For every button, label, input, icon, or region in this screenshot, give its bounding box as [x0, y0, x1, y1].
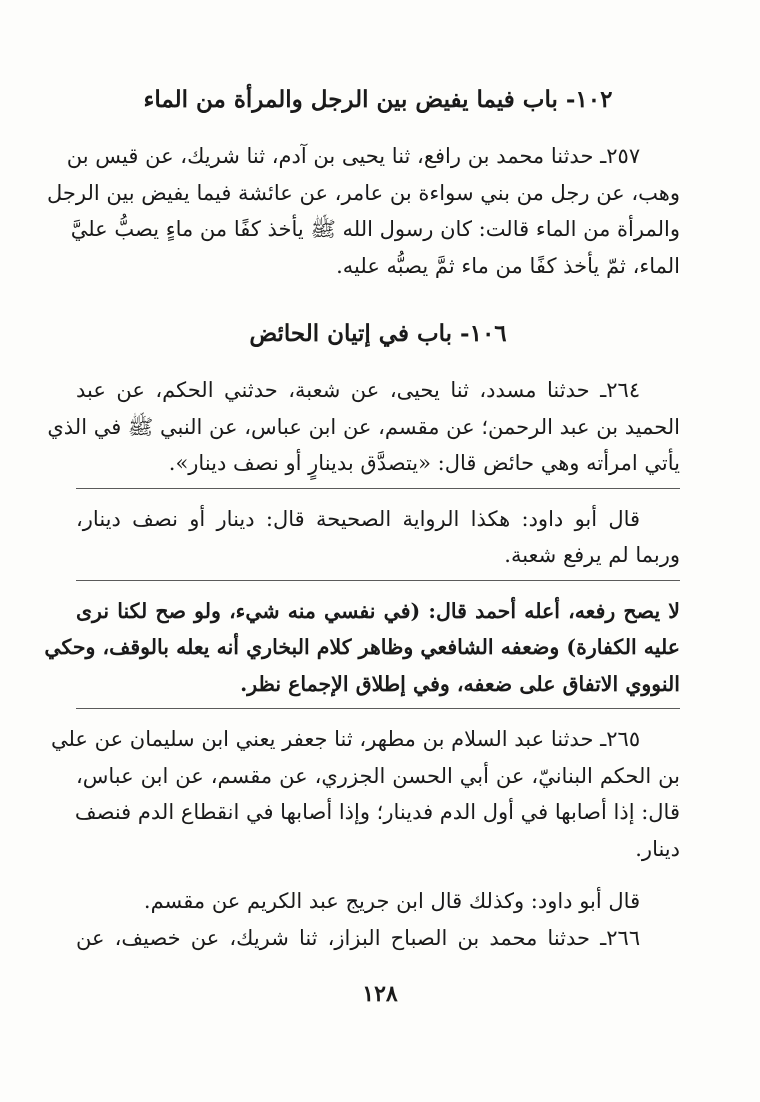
hadith-265-line-1: ٢٦٥ـ حدثنا عبد السلام بن مطهر، ثنا جعفر يعني ابن سليمان عن علي — [50, 727, 641, 751]
page-number: ١٢٨ — [362, 981, 398, 1007]
hadith-265-line-3: قال: إذا أصابها في أول الدم فدينار؛ وإذا أصابها في انقطاع الدم فنصف — [74, 800, 680, 824]
abu-dawud-note-2 — [76, 883, 680, 920]
hadith-257-line-3: والمرأة من الماء قالت: كان رسول الله ﷺ يأخذ كفًا من ماءٍ يصبُّ عليَّ — [70, 217, 680, 241]
chapter-heading-102: ١٠٢- باب فيما يفيض بين الرجل والمرأة من الماء — [143, 86, 613, 113]
chapter-heading-106: ١٠٦- باب في إتيان الحائض — [249, 320, 507, 347]
hadith-265 — [50, 721, 680, 867]
hadith-257-line-2: وهب، عن رجل من بني سواءة بن عامر، عن عائشة فيما يفيض بين الرجل — [47, 180, 680, 205]
separator-rule — [76, 580, 680, 581]
hadith-266-line-1: ٢٦٦ـ حدثنا محمد بن الصباح البزاز، ثنا شريك، عن خصيف، عن — [76, 925, 641, 950]
separator-rule — [76, 708, 680, 709]
hadith-264 — [47, 372, 680, 482]
editor-commentary-line-2: عليه الكفارة) وضعفه الشافعي وظاهر كلام البخاري أنه يعله بالوقف، وحكي — [44, 635, 680, 659]
editor-commentary-line-3: النووي الاتفاق على ضعفه، وفي إطلاق الإجماع نظر. — [240, 671, 680, 696]
hadith-264-line-1: ٢٦٤ـ حدثنا مسدد، ثنا يحيى، عن شعبة، حدثني الحكم، عن عبد — [76, 378, 641, 402]
hadith-264-line-3: يأتي امرأته وهي حائض قال: «يتصدَّق بدينارٍ أو نصف دينار». — [168, 451, 680, 475]
hadith-265-line-4: دينار. — [635, 836, 680, 861]
hadith-257 — [47, 138, 680, 284]
hadith-257-line-1: ٢٥٧ـ حدثنا محمد بن رافع، ثنا يحيى بن آدم، ثنا شريك، عن قيس بن — [66, 144, 641, 168]
editor-commentary-line-1: لا يصح رفعه، أعله أحمد قال: (في نفسي منه شيء، ولو صح لكنا نرى — [76, 598, 680, 623]
abu-dawud-note-1-line-2: وربما لم يرفع شعبة. — [504, 543, 680, 567]
separator-rule — [76, 488, 680, 489]
hadith-265-line-2: بن الحكم البنانيّ، عن أبي الحسن الجزري، عن مقسم، عن ابن عباس، — [76, 763, 680, 788]
hadith-257-line-4: الماء، ثمّ يأخذ كفًا من ماء ثمَّ يصبُّه عليه. — [336, 253, 680, 278]
hadith-266 — [76, 920, 680, 957]
abu-dawud-note-1-line-1: قال أبو داود: هكذا الرواية الصحيحة قال: دينار أو نصف دينار، — [76, 506, 641, 531]
editor-commentary — [44, 593, 680, 703]
abu-dawud-note-2-line-1: قال أبو داود: وكذلك قال ابن جريج عبد الكريم عن مقسم. — [143, 889, 641, 913]
abu-dawud-note-1 — [76, 501, 680, 574]
hadith-264-line-2: الحميد بن عبد الرحمن؛ عن مقسم، عن ابن عباس، عن النبي ﷺ في الذي — [47, 414, 680, 439]
